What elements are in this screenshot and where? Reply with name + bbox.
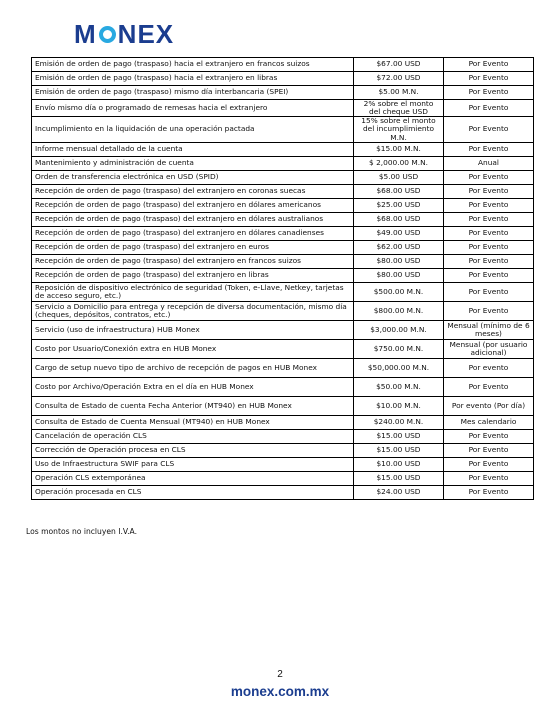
fee-frequency-cell: Por Evento [444,86,534,100]
fee-amount-cell: $50.00 M.N. [354,377,444,396]
fee-concept-cell: Costo por Archivo/Operación Extra en el día en HUB Monex [32,377,354,396]
fee-amount-cell: $10.00 USD [354,457,444,471]
fee-frequency-cell: Por Evento [444,184,534,198]
fee-concept-cell: Uso de Infraestructura SWIF para CLS [32,457,354,471]
fee-concept-cell: Informe mensual detallado de la cuenta [32,142,354,156]
table-row [32,240,534,254]
fee-concept-cell: Recepción de orden de pago (traspaso) del extranjero en coronas suecas [32,184,354,198]
fee-frequency-cell: Anual [444,156,534,170]
fee-frequency-cell: Por Evento [444,429,534,443]
fee-frequency-cell: Por Evento [444,268,534,282]
fee-frequency-cell: Mensual (por usuario adicional) [444,339,534,358]
fee-frequency-cell: Por Evento [444,377,534,396]
fee-amount-cell: $800.00 M.N. [354,301,444,320]
table-row [32,320,534,339]
table-row [32,396,534,415]
fee-amount-cell: $24.00 USD [354,485,444,499]
table-row [32,72,534,86]
fee-frequency-cell: Por Evento [444,117,534,142]
table-row [32,301,534,320]
table-row [32,485,534,499]
fee-amount-cell: $50,000.00 M.N. [354,358,444,377]
fee-amount-cell: $68.00 USD [354,184,444,198]
fee-concept-cell: Recepción de orden de pago (traspaso) del extranjero en francos suizos [32,254,354,268]
logo-ring-icon [99,26,116,43]
fee-frequency-cell: Por Evento [444,198,534,212]
logo-text-nex: NEX [117,18,175,49]
table-row [32,254,534,268]
fee-amount-cell: $15.00 USD [354,429,444,443]
table-row [32,100,534,117]
fee-amount-cell: $80.00 USD [354,268,444,282]
fee-frequency-cell: Por Evento [444,254,534,268]
fee-frequency-cell: Por Evento [444,212,534,226]
fee-amount-cell: $15.00 M.N. [354,142,444,156]
fee-concept-cell: Cancelación de operación CLS [32,429,354,443]
table-row [32,377,534,396]
fee-frequency-cell: Por evento [444,358,534,377]
fee-concept-cell: Envío mismo día o programado de remesas hacia el extranjero [32,100,354,117]
fee-amount-cell: $80.00 USD [354,254,444,268]
fee-frequency-cell: Por evento (Por día) [444,396,534,415]
fee-frequency-cell: Por Evento [444,471,534,485]
fee-frequency-cell: Por Evento [444,170,534,184]
fee-amount-cell: $5.00 M.N. [354,86,444,100]
fee-concept-cell: Incumplimiento en la liquidación de una operación pactada [32,117,354,142]
fee-frequency-cell: Por Evento [444,226,534,240]
fee-frequency-cell: Por Evento [444,485,534,499]
table-row [32,268,534,282]
fee-amount-cell: $3,000.00 M.N. [354,320,444,339]
fee-concept-cell: Consulta de Estado de Cuenta Mensual (MT940) en HUB Monex [32,415,354,429]
fee-concept-cell: Reposición de dispositivo electrónico de seguridad (Token, e-Llave, Netkey, tarjetas de acceso seguro, etc.) [32,282,354,301]
fee-amount-cell: $15.00 USD [354,471,444,485]
fee-concept-cell: Operación procesada en CLS [32,485,354,499]
table-row [32,415,534,429]
table-row [32,58,534,72]
fee-amount-cell: $72.00 USD [354,72,444,86]
tax-note: Los montos no incluyen I.V.A. [26,527,138,536]
footer-url: monex.com.mx [230,684,330,699]
logo-text-m: M [74,18,97,49]
fee-amount-cell: 15% sobre el monto del incumplimiento M.N. [354,117,444,142]
table-row [32,358,534,377]
page-number: 2 [277,669,283,680]
fee-amount-cell: $68.00 USD [354,212,444,226]
fee-frequency-cell: Mensual (mínimo de 6 meses) [444,320,534,339]
fee-concept-cell: Recepción de orden de pago (traspaso) del extranjero en dólares americanos [32,198,354,212]
table-row [32,170,534,184]
fee-frequency-cell: Por Evento [444,282,534,301]
fee-concept-cell: Operación CLS extemporánea [32,471,354,485]
table-row [32,184,534,198]
fee-frequency-cell: Por Evento [444,100,534,117]
monex-logo [74,20,174,48]
fee-concept-cell: Cargo de setup nuevo tipo de archivo de recepción de pagos en HUB Monex [32,358,354,377]
fees-table-body [32,58,534,500]
table-row [32,282,534,301]
fee-amount-cell: $25.00 USD [354,198,444,212]
fee-frequency-cell: Por Evento [444,301,534,320]
table-row [32,212,534,226]
fee-frequency-cell: Por Evento [444,443,534,457]
fee-frequency-cell: Por Evento [444,142,534,156]
fee-concept-cell: Recepción de orden de pago (traspaso) del extranjero en dólares canadienses [32,226,354,240]
fee-concept-cell: Mantenimiento y administración de cuenta [32,156,354,170]
fee-frequency-cell: Por Evento [444,72,534,86]
fee-frequency-cell: Mes calendario [444,415,534,429]
table-row [32,471,534,485]
table-row [32,429,534,443]
fee-concept-cell: Emisión de orden de pago (traspaso) hacia el extranjero en francos suizos [32,58,354,72]
fee-concept-cell: Consulta de Estado de cuenta Fecha Anterior (MT940) en HUB Monex [32,396,354,415]
fee-concept-cell: Recepción de orden de pago (traspaso) del extranjero en dólares australianos [32,212,354,226]
fee-concept-cell: Servicio (uso de infraestructura) HUB Monex [32,320,354,339]
fee-amount-cell: $240.00 M.N. [354,415,444,429]
table-row [32,142,534,156]
fee-amount-cell: $10.00 M.N. [354,396,444,415]
fee-amount-cell: $750.00 M.N. [354,339,444,358]
fee-amount-cell: $67.00 USD [354,58,444,72]
table-row [32,226,534,240]
fee-frequency-cell: Por Evento [444,240,534,254]
fee-frequency-cell: Por Evento [444,457,534,471]
fees-table [31,57,534,500]
table-row [32,443,534,457]
fee-concept-cell: Recepción de orden de pago (traspaso) del extranjero en euros [32,240,354,254]
fee-amount-cell: $62.00 USD [354,240,444,254]
fee-concept-cell: Emisión de orden de pago (traspaso) mismo día interbancaria (SPEI) [32,86,354,100]
fee-frequency-cell: Por Evento [444,58,534,72]
fee-concept-cell: Corrección de Operación procesa en CLS [32,443,354,457]
fee-concept-cell: Emisión de orden de pago (traspaso) hacia el extranjero en libras [32,72,354,86]
fee-amount-cell: 2% sobre el monto del cheque USD [354,100,444,117]
fee-amount-cell: $15.00 USD [354,443,444,457]
fee-amount-cell: $49.00 USD [354,226,444,240]
table-row [32,198,534,212]
table-row [32,156,534,170]
table-row [32,339,534,358]
table-row [32,457,534,471]
fee-concept-cell: Orden de transferencia electrónica en USD (SPID) [32,170,354,184]
fee-amount-cell: $5.00 USD [354,170,444,184]
fee-amount-cell: $500.00 M.N. [354,282,444,301]
table-row [32,86,534,100]
fee-concept-cell: Recepción de orden de pago (traspaso) del extranjero en libras [32,268,354,282]
fee-amount-cell: $ 2,000.00 M.N. [354,156,444,170]
fee-concept-cell: Costo por Usuario/Conexión extra en HUB Monex [32,339,354,358]
table-row [32,117,534,142]
fee-concept-cell: Servicio a Domicilio para entrega y recepción de diversa documentación, mismo día (cheques, depósitos, contratos, etc.) [32,301,354,320]
